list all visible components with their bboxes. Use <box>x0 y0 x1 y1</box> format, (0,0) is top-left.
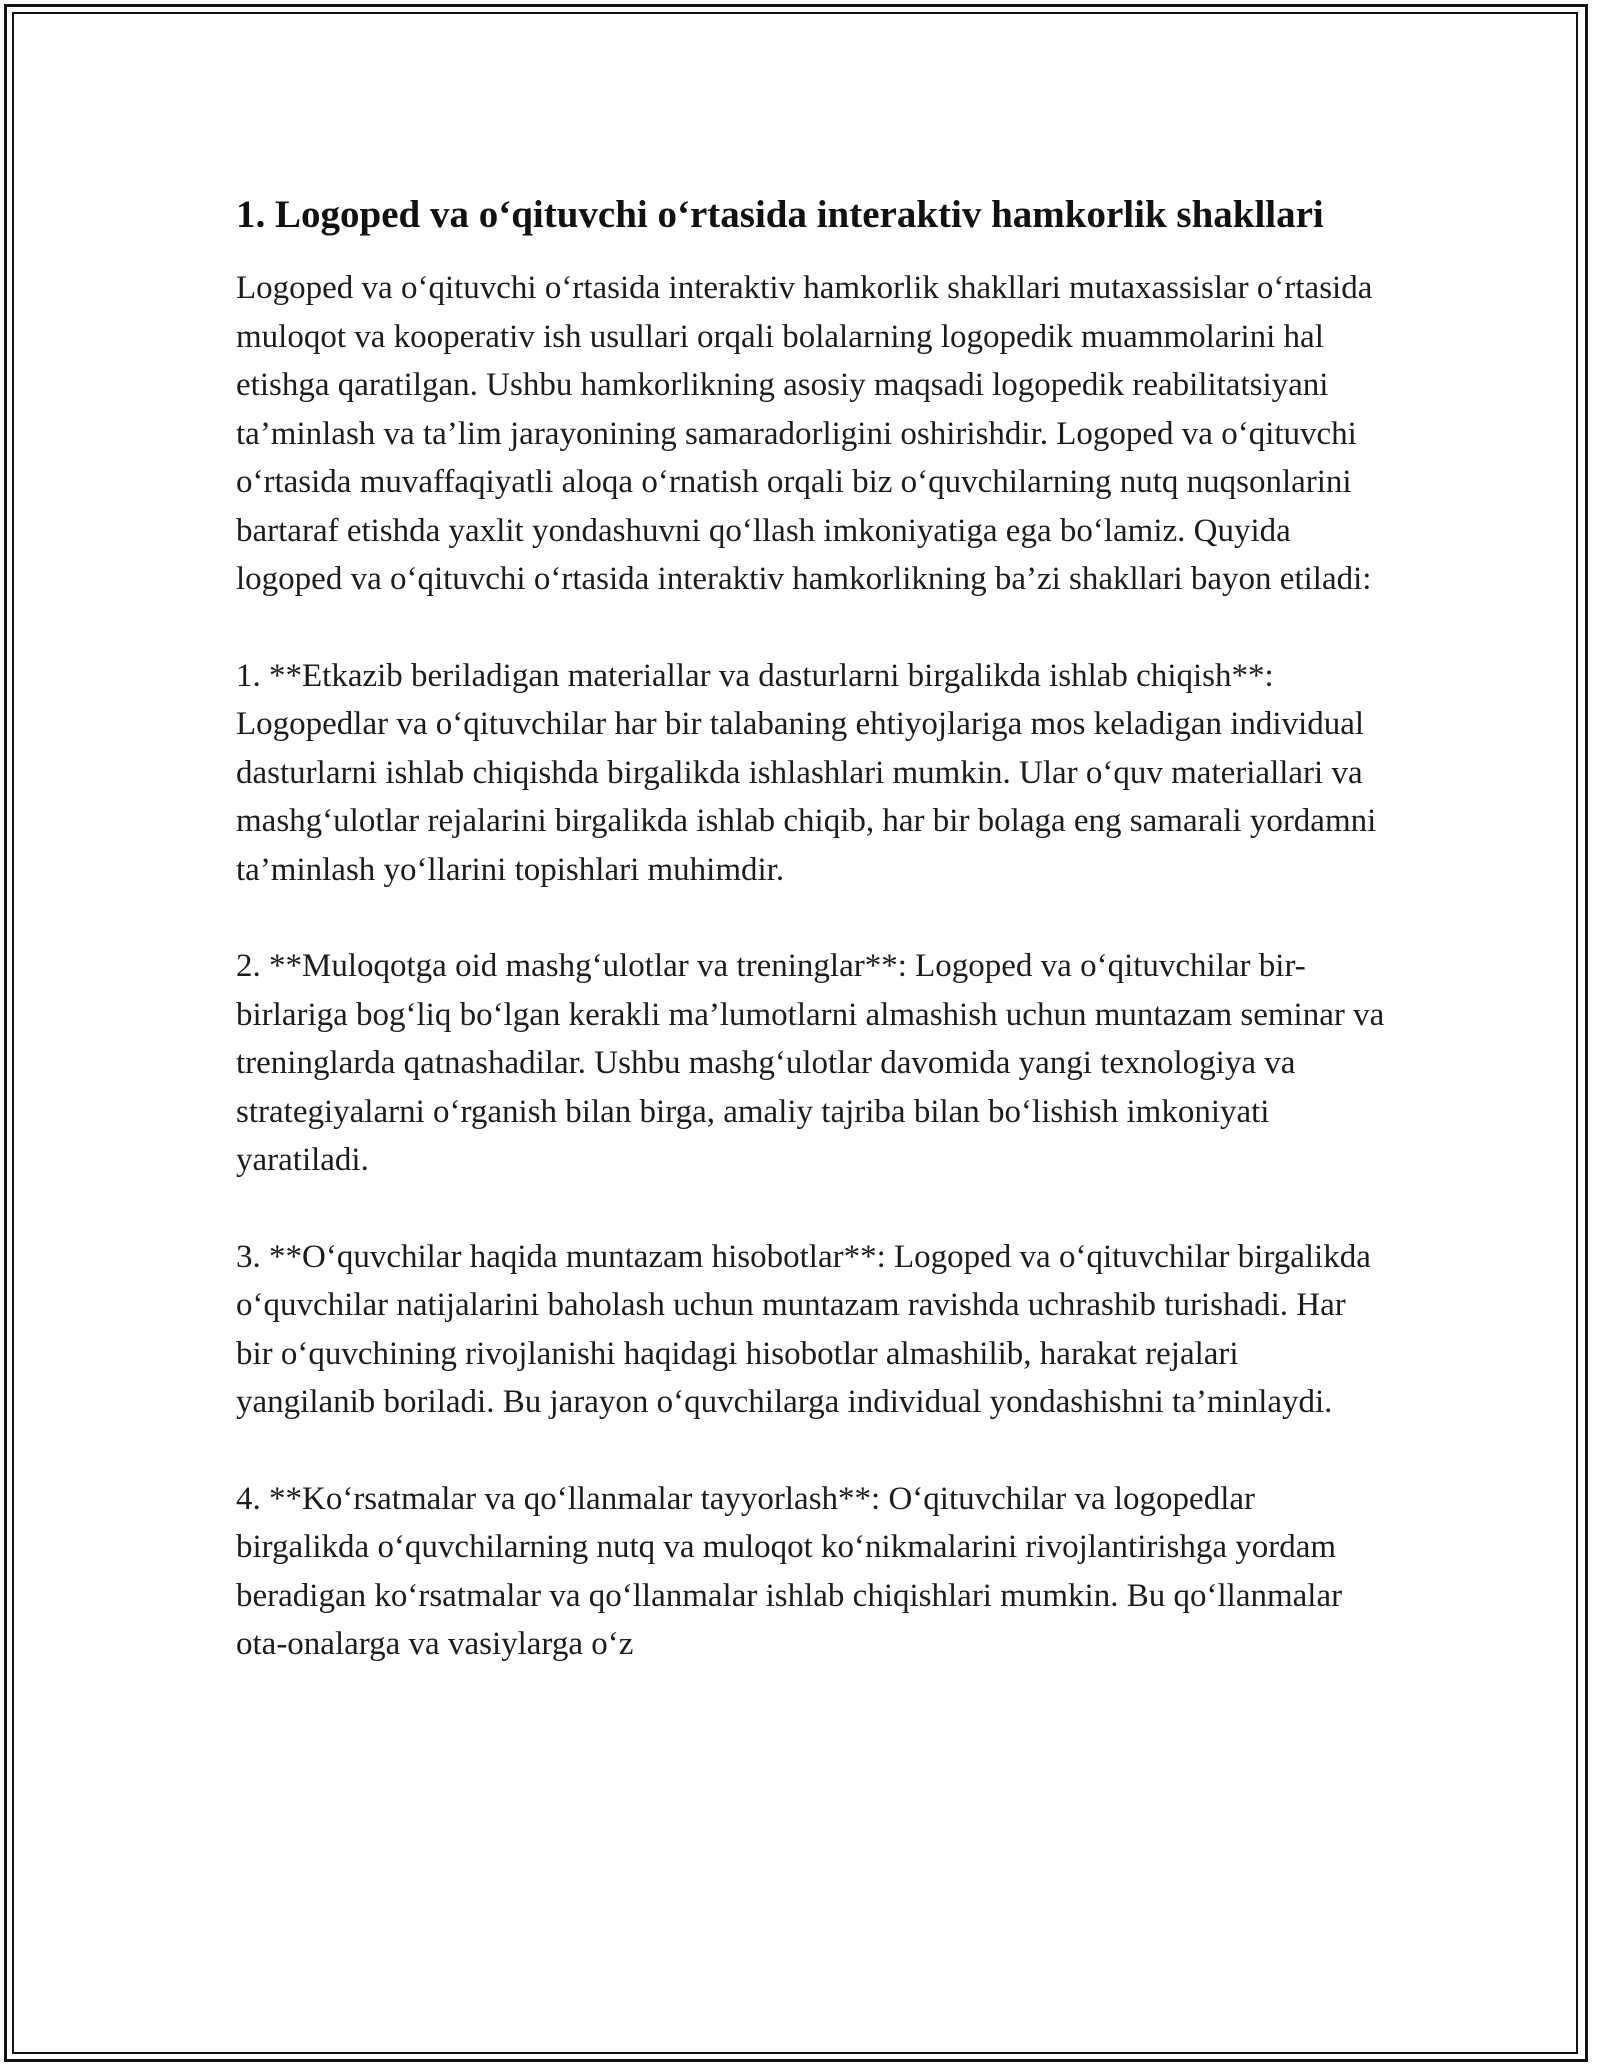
list-item-4: 4. **Ko‘rsatmalar va qo‘llanmalar tayyorlash**: O‘qituvchilar va logopedlar birgalikda o‘quvchilarning nutq va muloqot ko‘nikmalarini rivojlantirishga yordam beradigan ko‘rsatmalar va qo‘llanmalar ishlab chiqishlari mumkin. Bu qo‘llanmalar ota-onalarga va vasiylarga o‘z <box>236 1480 1343 1662</box>
list-item-1: 1. **Etkazib beriladigan materiallar va dasturlarni birgalikda ishlab chiqish**: Logopedlar va o‘qituvchilar har bir talabaning ehtiyojlariga mos keladigan individual dasturlarni ishlab chiqishda birgalikda ishlashlari mumkin. Ular o‘quv materiallari va mashg‘ulotlar rejalarini birgalikda ishlab chiqib, har bir bolaga eng samarali yordamni ta’minlash yo‘llarini topishlari muhimdir. <box>236 657 1377 888</box>
list-item-3: 3. **O‘quvchilar haqida muntazam hisobotlar**: Logoped va o‘qituvchilar birgalikda o‘quvchilar natijalarini baholash uchun muntazam ravishda uchrashib turishadi. Har bir o‘quvchining rivojlanishi haqidagi hisobotlar almashilib, harakat rejalari yangilanib boriladi. Bu jarayon o‘quvchilarga individual yondashishni ta’minlaydi. <box>236 1238 1371 1420</box>
document-body <box>236 188 1386 1717</box>
intro-paragraph: Logoped va o‘qituvchi o‘rtasida interaktiv hamkorlik shakllari mutaxassislar o‘rtasida muloqot va kooperativ ish usullari orqali bolalarning logopedik muammolarini hal etishga qaratilgan. Ushbu hamkorlikning asosiy maqsadi logopedik reabilitatsiyani ta’minlash va ta’lim jarayonining samaradorligini oshirishdir. Logoped va o‘qituvchi o‘rtasida muvaffaqiyatli aloqa o‘rnatish orqali biz o‘quvchilarning nutq nuqsonlarini bartaraf etishda yaxlit yondashuvni qo‘llash imkoniyatiga ega bo‘lamiz. Quyida logoped va o‘qituvchi o‘rtasida interaktiv hamkorlikning ba’zi shakllari bayon etiladi: <box>236 270 1373 597</box>
section-heading: 1. Logoped va o‘qituvchi o‘rtasida interaktiv hamkorlik shakllari <box>236 193 1324 236</box>
list-item-2: 2. **Muloqotga oid mashg‘ulotlar va treninglar**: Logoped va o‘qituvchilar bir-birlariga bog‘liq bo‘lgan kerakli ma’lumotlarni almashish uchun muntazam seminar va treninglarda qatnashadilar. Ushbu mashg‘ulotlar davomida yangi texnologiya va strategiyalarni o‘rganish bilan birga, amaliy tajriba bilan bo‘lishish imkoniyati yaratiladi. <box>236 948 1385 1178</box>
